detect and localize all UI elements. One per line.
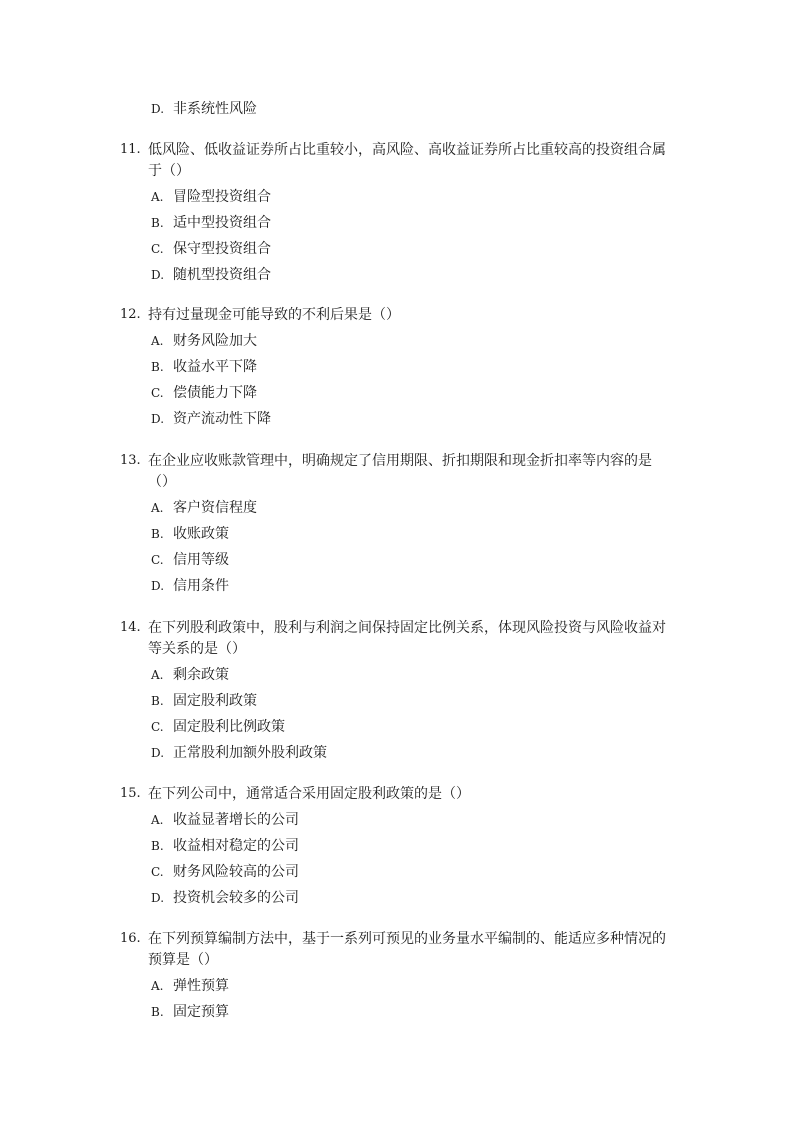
option-text: 非系统性风险 bbox=[173, 101, 257, 117]
option-text: 客户资信程度 bbox=[173, 500, 257, 516]
option-label: B. bbox=[151, 527, 164, 541]
question-text-line: 于（） bbox=[148, 163, 190, 179]
option-label: A. bbox=[151, 668, 164, 682]
option-label: D. bbox=[151, 102, 165, 116]
question-text-line: 在下列股利政策中，股利与利润之间保持固定比例关系，体现风险投资与风险收益对 bbox=[148, 620, 666, 636]
option-label: C. bbox=[151, 865, 164, 879]
option-label: A. bbox=[151, 501, 164, 515]
option-text: 固定股利政策 bbox=[173, 693, 257, 709]
option-text: 财务风险较高的公司 bbox=[173, 864, 299, 880]
option-text: 剩余政策 bbox=[173, 667, 229, 683]
option-text: 固定预算 bbox=[173, 1004, 229, 1020]
question-text-line: 在下列公司中，通常适合采用固定股利政策的是（） bbox=[148, 786, 470, 802]
question-number: 13. bbox=[120, 453, 141, 468]
option-text: 保守型投资组合 bbox=[173, 241, 271, 257]
option-label: B. bbox=[151, 839, 164, 853]
question-text-line: 持有过量现金可能导致的不利后果是（） bbox=[148, 307, 400, 323]
option-label: D. bbox=[151, 891, 165, 905]
option-text: 偿债能力下降 bbox=[173, 385, 257, 401]
option-label: C. bbox=[151, 720, 164, 734]
option-label: D. bbox=[151, 746, 165, 760]
option-label: A. bbox=[151, 813, 164, 827]
option-text: 信用条件 bbox=[173, 578, 229, 594]
question-text-line: 在下列预算编制方法中，基于一系列可预见的业务量水平编制的、能适应多种情况的 bbox=[148, 931, 666, 947]
option-label: C. bbox=[151, 242, 164, 256]
question-number: 11. bbox=[120, 142, 141, 157]
question-number: 15. bbox=[120, 786, 141, 801]
option-label: D. bbox=[151, 579, 165, 593]
question-text-line: 在企业应收账款管理中，明确规定了信用期限、折扣期限和现金折扣率等内容的是 bbox=[148, 453, 652, 469]
option-text: 固定股利比例政策 bbox=[173, 719, 285, 735]
question-text-line: 等关系的是（） bbox=[148, 641, 246, 657]
option-text: 财务风险加大 bbox=[173, 333, 257, 349]
option-label: C. bbox=[151, 386, 164, 400]
option-text: 弹性预算 bbox=[173, 978, 229, 994]
option-label: B. bbox=[151, 360, 164, 374]
option-text: 适中型投资组合 bbox=[173, 215, 271, 231]
question-number: 14. bbox=[120, 620, 141, 635]
option-label: B. bbox=[151, 1005, 164, 1019]
option-text: 资产流动性下降 bbox=[173, 411, 271, 427]
question-text-line: 预算是（） bbox=[148, 952, 218, 968]
question-text-line: 低风险、低收益证券所占比重较小，高风险、高收益证券所占比重较高的投资组合属 bbox=[148, 142, 666, 158]
option-text: 信用等级 bbox=[173, 552, 229, 568]
question-number: 16. bbox=[120, 931, 141, 946]
option-label: A. bbox=[151, 979, 164, 993]
option-label: A. bbox=[151, 190, 164, 204]
option-text: 收益水平下降 bbox=[173, 359, 257, 375]
option-text: 收益相对稳定的公司 bbox=[173, 838, 299, 854]
option-label: B. bbox=[151, 216, 164, 230]
option-text: 收账政策 bbox=[173, 526, 229, 542]
option-label: C. bbox=[151, 553, 164, 567]
option-label: B. bbox=[151, 694, 164, 708]
option-label: D. bbox=[151, 268, 165, 282]
question-number: 12. bbox=[120, 307, 141, 322]
question-text-line: （） bbox=[148, 474, 176, 490]
option-text: 正常股利加额外股利政策 bbox=[173, 745, 327, 761]
option-text: 冒险型投资组合 bbox=[173, 189, 271, 205]
option-label: A. bbox=[151, 334, 164, 348]
option-text: 投资机会较多的公司 bbox=[173, 890, 299, 906]
option-text: 收益显著增长的公司 bbox=[173, 812, 299, 828]
option-label: D. bbox=[151, 412, 165, 426]
option-text: 随机型投资组合 bbox=[173, 267, 271, 283]
